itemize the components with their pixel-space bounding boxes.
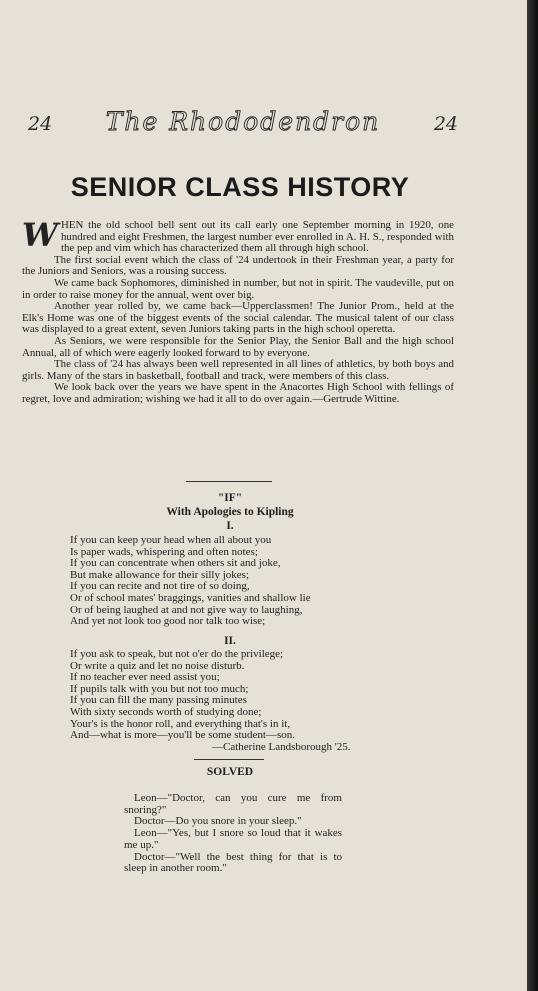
poem-line: Is paper wads, whispering and often notes; (70, 545, 258, 558)
class-history-text (22, 216, 454, 406)
history-paragraph: The first social event which the class of '24 undertook in their Freshman year, a party for the Juniors and Seniors, was a rousing success. (22, 253, 454, 278)
history-paragraph: As Seniors, we were responsible for the Senior Play, the Senior Ball and the high school Annual, all of which were eagerly looked forward to by everyone. (22, 334, 454, 359)
poem-part-one-numeral: I. (226, 520, 234, 532)
joke-line: Leon—"Doctor, can you cure me from snoring?" (124, 792, 342, 816)
poem-line: If you can recite and not tire of so doing, (70, 580, 250, 593)
poem-subtitle: With Apologies to Kipling (166, 506, 294, 518)
poem-line: If no teacher ever need assist you; (70, 671, 220, 684)
poem-line: If pupils talk with you but not too much; (70, 682, 249, 695)
drop-cap: W (22, 216, 58, 254)
header-script-title: The Rhododendron (105, 107, 381, 136)
divider (194, 759, 264, 760)
poem-part-two (70, 649, 430, 753)
poem-line: And yet not look too good nor talk too wise; (70, 615, 266, 628)
book-binding-edge (527, 0, 538, 991)
poem-line: Your's is the honor roll, and everything that's in it, (70, 717, 291, 730)
poem-line: If you can concentrate when others sit and joke, (70, 557, 281, 570)
poem-line: If you can keep your head when all about you (70, 534, 272, 546)
poem-title: "IF" (217, 492, 243, 504)
history-paragraph: We look back over the years we have spent in the Anacortes High School with fellings of regret, love and admiration; wishing we had it all to do over again.—Gertrude Wittine. (22, 381, 454, 405)
poem-line: With sixty seconds worth of studying done; (70, 705, 262, 718)
history-paragraph: Another year rolled by, we came back—Upperclassmen! The Junior Prom., held at the Elk's Home was one of the biggest events of the social calendar. The musical talent of our class was displayed to a great extent, seven Juniors taking parts in the high school operetta. (22, 300, 454, 336)
history-paragraph: We came back Sophomores, diminished in number, but not in spirit. The vaudeville, put on in order to raise money for the annual, went over big. (22, 276, 454, 301)
poem-part-two-numeral: II. (224, 635, 236, 647)
poem-line: Or of being laughed at and not give way to laughing, (70, 603, 303, 616)
poem-line: Or of school mates' braggings, vanities and shallow lie (70, 591, 311, 604)
poem-line: If you ask to speak, but not o'er do the privilege; (70, 648, 284, 660)
history-paragraph (22, 216, 454, 255)
poem-part-one (70, 535, 430, 628)
poem-line: And—what is more—you'll be some student—son. (70, 729, 296, 742)
divider (186, 481, 272, 482)
page-title: SENIOR CLASS HISTORY (70, 172, 410, 202)
solved-title: SOLVED (206, 766, 254, 778)
poem-line: If you can fill the many passing minutes (70, 694, 247, 707)
joke-line: Doctor—"Well the best thing for that is to sleep in another room." (124, 850, 342, 875)
joke-line: Leon—"Yes, but I snore so loud that it wakes me up." (124, 827, 342, 851)
history-paragraph: The class of '24 has always been well represented in all lines of athletics, by both boys and girls. Many of the stars in basketball, football and track, were members of this class. (22, 358, 454, 382)
history-paragraph-text: HEN the old school bell sent out its call early one September morning in 1920, one hundred and eight Freshmen, the largest number ever enrolled in A. H. S., responded with the pep and vim which has characterized them all through high school. (60, 219, 454, 255)
header-right-number: 24 (433, 113, 458, 135)
joke-line: Doctor—Do you snore in your sleep." (134, 815, 302, 828)
poem-signature: —Catherine Landsborough '25. (212, 740, 351, 753)
poem-line: Or write a quiz and let no noise disturb. (70, 659, 245, 672)
poem-line: But make allowance for their silly jokes; (70, 568, 250, 581)
header-left-number: 24 (28, 113, 53, 135)
solved-joke (124, 793, 342, 875)
page-header (28, 107, 458, 143)
